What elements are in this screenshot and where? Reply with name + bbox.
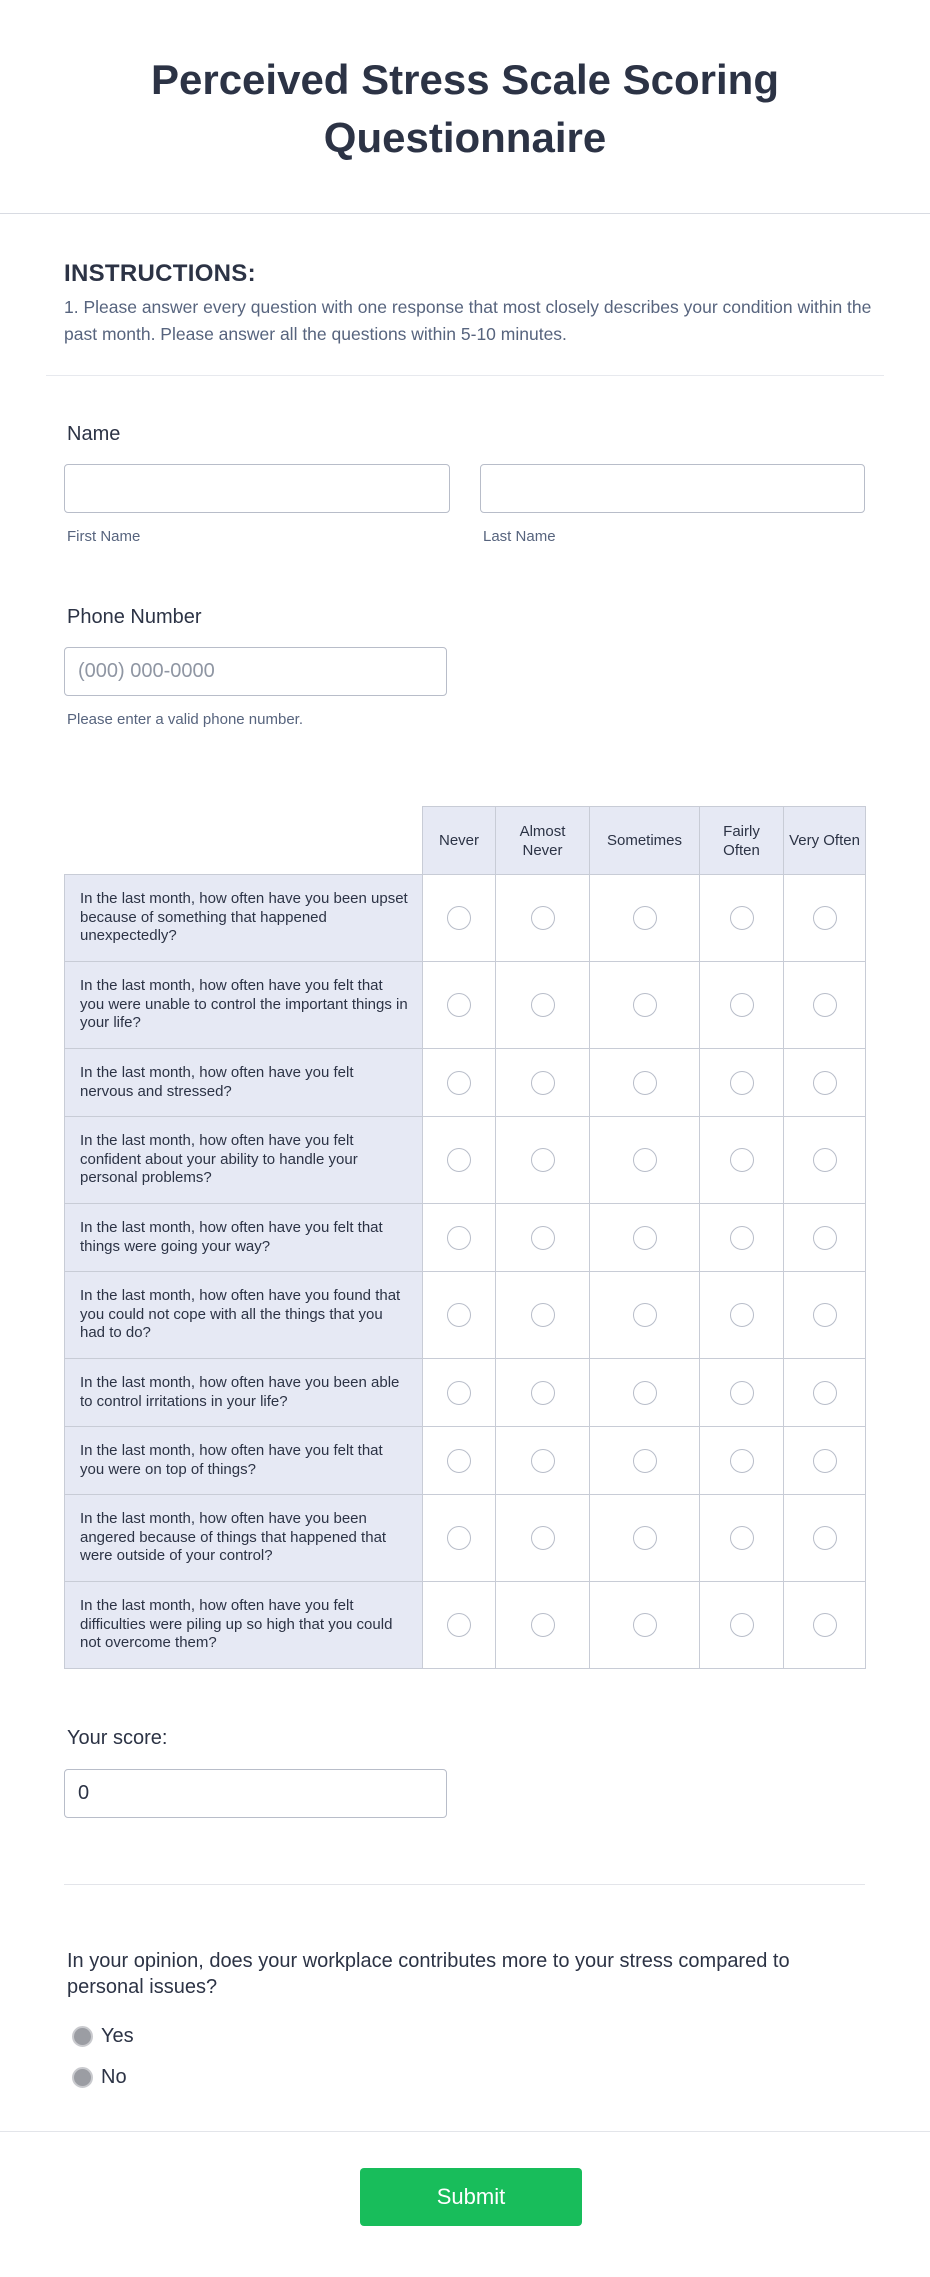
matrix-radio[interactable]	[813, 1449, 837, 1473]
matrix-cell	[423, 1582, 496, 1669]
matrix-row-question: In the last month, how often have you been upset because of something that happened unexpectedly?	[65, 875, 423, 962]
footer-divider	[0, 2131, 930, 2132]
form-title: Perceived Stress Scale Scoring Questionnaire	[150, 55, 779, 161]
matrix-column-header: Very Often	[784, 807, 866, 875]
matrix-cell	[423, 1359, 496, 1427]
matrix-radio[interactable]	[531, 1226, 555, 1250]
matrix-radio[interactable]	[730, 1613, 754, 1637]
matrix-row	[65, 1427, 866, 1495]
form-header	[0, 0, 930, 214]
matrix-radio[interactable]	[813, 906, 837, 930]
matrix-cell	[496, 875, 590, 962]
matrix-cell	[496, 1427, 590, 1495]
submit-button[interactable]: Submit	[360, 2168, 582, 2226]
radio-yes[interactable]	[72, 2026, 93, 2047]
matrix-cell	[423, 1272, 496, 1359]
matrix-cell	[496, 1495, 590, 1582]
matrix-cell	[700, 1117, 784, 1204]
matrix-column-header: Never	[423, 807, 496, 875]
matrix-cell	[700, 1049, 784, 1117]
matrix-cell	[700, 1427, 784, 1495]
matrix-row	[65, 875, 866, 962]
matrix-radio[interactable]	[813, 1148, 837, 1172]
matrix-radio[interactable]	[447, 906, 471, 930]
matrix-radio[interactable]	[730, 1526, 754, 1550]
matrix-row	[65, 1204, 866, 1272]
matrix-radio[interactable]	[531, 906, 555, 930]
matrix-radio[interactable]	[447, 1381, 471, 1405]
stress-matrix	[64, 806, 866, 1669]
matrix-cell	[423, 1427, 496, 1495]
matrix-radio[interactable]	[633, 906, 657, 930]
option-no-label: No	[101, 2066, 127, 2088]
matrix-row-question: In the last month, how often have you felt that things were going your way?	[65, 1204, 423, 1272]
instructions-heading: INSTRUCTIONS:	[64, 260, 256, 287]
matrix-radio[interactable]	[633, 1148, 657, 1172]
matrix-radio[interactable]	[730, 1381, 754, 1405]
matrix-cell	[423, 1117, 496, 1204]
phone-label: Phone Number	[67, 606, 202, 628]
matrix-radio[interactable]	[813, 1303, 837, 1327]
matrix-cell	[590, 1049, 700, 1117]
matrix-radio[interactable]	[447, 1303, 471, 1327]
matrix-cell	[590, 962, 700, 1049]
matrix-cell	[590, 1427, 700, 1495]
matrix-radio[interactable]	[813, 1526, 837, 1550]
matrix-radio[interactable]	[531, 1449, 555, 1473]
matrix-radio[interactable]	[447, 1526, 471, 1550]
matrix-radio[interactable]	[730, 993, 754, 1017]
matrix-radio[interactable]	[633, 1449, 657, 1473]
matrix-row-question: In the last month, how often have you been angered because of things that happened that were outside of your control?	[65, 1495, 423, 1582]
matrix-column-header: Sometimes	[590, 807, 700, 875]
matrix-row-question: In the last month, how often have you felt nervous and stressed?	[65, 1049, 423, 1117]
matrix-radio[interactable]	[813, 1613, 837, 1637]
matrix-cell	[423, 875, 496, 962]
matrix-cell	[784, 1117, 866, 1204]
matrix-cell	[496, 1049, 590, 1117]
section-divider	[64, 1884, 865, 1885]
last-name-sublabel: Last Name	[483, 528, 556, 545]
matrix-radio[interactable]	[447, 1226, 471, 1250]
matrix-radio[interactable]	[633, 1071, 657, 1095]
matrix-cell	[784, 1204, 866, 1272]
matrix-cell	[700, 875, 784, 962]
instructions-text: 1. Please answer every question with one response that most closely describes your condition within the past month. Please answer all the questions within 5-10 minutes.	[64, 297, 872, 344]
option-yes[interactable]	[72, 2025, 134, 2048]
matrix-column-header: Fairly Often	[700, 807, 784, 875]
matrix-row	[65, 1359, 866, 1427]
name-label: Name	[67, 423, 121, 445]
matrix-cell	[784, 1495, 866, 1582]
matrix-cell	[700, 1359, 784, 1427]
matrix-row	[65, 962, 866, 1049]
first-name-sublabel: First Name	[67, 528, 141, 545]
matrix-header-row	[65, 807, 866, 875]
matrix-cell	[423, 1049, 496, 1117]
matrix-radio[interactable]	[447, 1613, 471, 1637]
matrix-cell	[423, 1204, 496, 1272]
matrix-cell	[496, 962, 590, 1049]
matrix-row	[65, 1272, 866, 1359]
matrix-cell	[496, 1272, 590, 1359]
matrix-radio[interactable]	[447, 993, 471, 1017]
matrix-cell	[700, 1495, 784, 1582]
matrix-radio[interactable]	[813, 1381, 837, 1405]
workplace-question: In your opinion, does your workplace contributes more to your stress compared to personal issues?	[67, 1950, 790, 1998]
matrix-cell	[496, 1582, 590, 1669]
phone-input[interactable]	[64, 647, 447, 696]
matrix-radio[interactable]	[813, 1071, 837, 1095]
matrix-row-question: In the last month, how often have you been able to control irritations in your life?	[65, 1359, 423, 1427]
matrix-radio[interactable]	[633, 1613, 657, 1637]
matrix-cell	[784, 1582, 866, 1669]
last-name-input[interactable]	[480, 464, 865, 513]
matrix-radio[interactable]	[633, 1303, 657, 1327]
matrix-cell	[700, 1272, 784, 1359]
matrix-row-question: In the last month, how often have you felt that you were on top of things?	[65, 1427, 423, 1495]
matrix-radio[interactable]	[730, 1071, 754, 1095]
matrix-cell	[590, 1495, 700, 1582]
first-name-input[interactable]	[64, 464, 450, 513]
matrix-radio[interactable]	[730, 1226, 754, 1250]
matrix-row	[65, 1049, 866, 1117]
matrix-radio[interactable]	[633, 993, 657, 1017]
matrix-row-question: In the last month, how often have you found that you could not cope with all the things that you had to do?	[65, 1272, 423, 1359]
score-input[interactable]	[64, 1769, 447, 1818]
option-no[interactable]	[72, 2066, 127, 2089]
matrix-cell	[590, 1204, 700, 1272]
matrix-radio[interactable]	[447, 1071, 471, 1095]
matrix-row-question: In the last month, how often have you felt confident about your ability to handle your personal problems?	[65, 1117, 423, 1204]
matrix-row	[65, 1495, 866, 1582]
matrix-cell	[496, 1359, 590, 1427]
matrix-cell	[784, 1427, 866, 1495]
option-yes-label: Yes	[101, 2025, 134, 2047]
matrix-cell	[784, 875, 866, 962]
matrix-row	[65, 1582, 866, 1669]
matrix-cell	[590, 875, 700, 962]
matrix-radio[interactable]	[531, 1613, 555, 1637]
matrix-radio[interactable]	[813, 993, 837, 1017]
matrix-cell	[784, 962, 866, 1049]
matrix-cell	[423, 1495, 496, 1582]
radio-no[interactable]	[72, 2067, 93, 2088]
matrix-radio[interactable]	[633, 1381, 657, 1405]
matrix-cell	[496, 1204, 590, 1272]
matrix-row	[65, 1117, 866, 1204]
instructions-section	[46, 256, 884, 376]
matrix-radio[interactable]	[633, 1526, 657, 1550]
matrix-radio[interactable]	[531, 993, 555, 1017]
matrix-cell	[700, 1204, 784, 1272]
matrix-cell	[784, 1049, 866, 1117]
matrix-cell	[700, 962, 784, 1049]
matrix-cell	[496, 1117, 590, 1204]
score-label: Your score:	[67, 1727, 168, 1749]
matrix-cell	[590, 1117, 700, 1204]
matrix-radio[interactable]	[730, 906, 754, 930]
matrix-cell	[784, 1272, 866, 1359]
matrix-radio[interactable]	[531, 1071, 555, 1095]
matrix-cell	[590, 1359, 700, 1427]
matrix-radio[interactable]	[730, 1449, 754, 1473]
matrix-radio[interactable]	[813, 1226, 837, 1250]
matrix-radio[interactable]	[531, 1148, 555, 1172]
matrix-corner	[65, 807, 423, 875]
matrix-cell	[423, 962, 496, 1049]
matrix-radio[interactable]	[531, 1526, 555, 1550]
matrix-radio[interactable]	[730, 1148, 754, 1172]
matrix-cell	[700, 1582, 784, 1669]
matrix-radio[interactable]	[633, 1226, 657, 1250]
matrix-radio[interactable]	[447, 1449, 471, 1473]
matrix-cell	[590, 1582, 700, 1669]
matrix-radio[interactable]	[447, 1148, 471, 1172]
matrix-cell	[590, 1272, 700, 1359]
matrix-radio[interactable]	[730, 1303, 754, 1327]
phone-hint: Please enter a valid phone number.	[67, 711, 303, 728]
matrix-row-question: In the last month, how often have you felt that you were unable to control the important things in your life?	[65, 962, 423, 1049]
matrix-cell	[784, 1359, 866, 1427]
matrix-column-header: Almost Never	[496, 807, 590, 875]
matrix-radio[interactable]	[531, 1303, 555, 1327]
matrix-row-question: In the last month, how often have you felt difficulties were piling up so high that you could not overcome them?	[65, 1582, 423, 1669]
matrix-radio[interactable]	[531, 1381, 555, 1405]
